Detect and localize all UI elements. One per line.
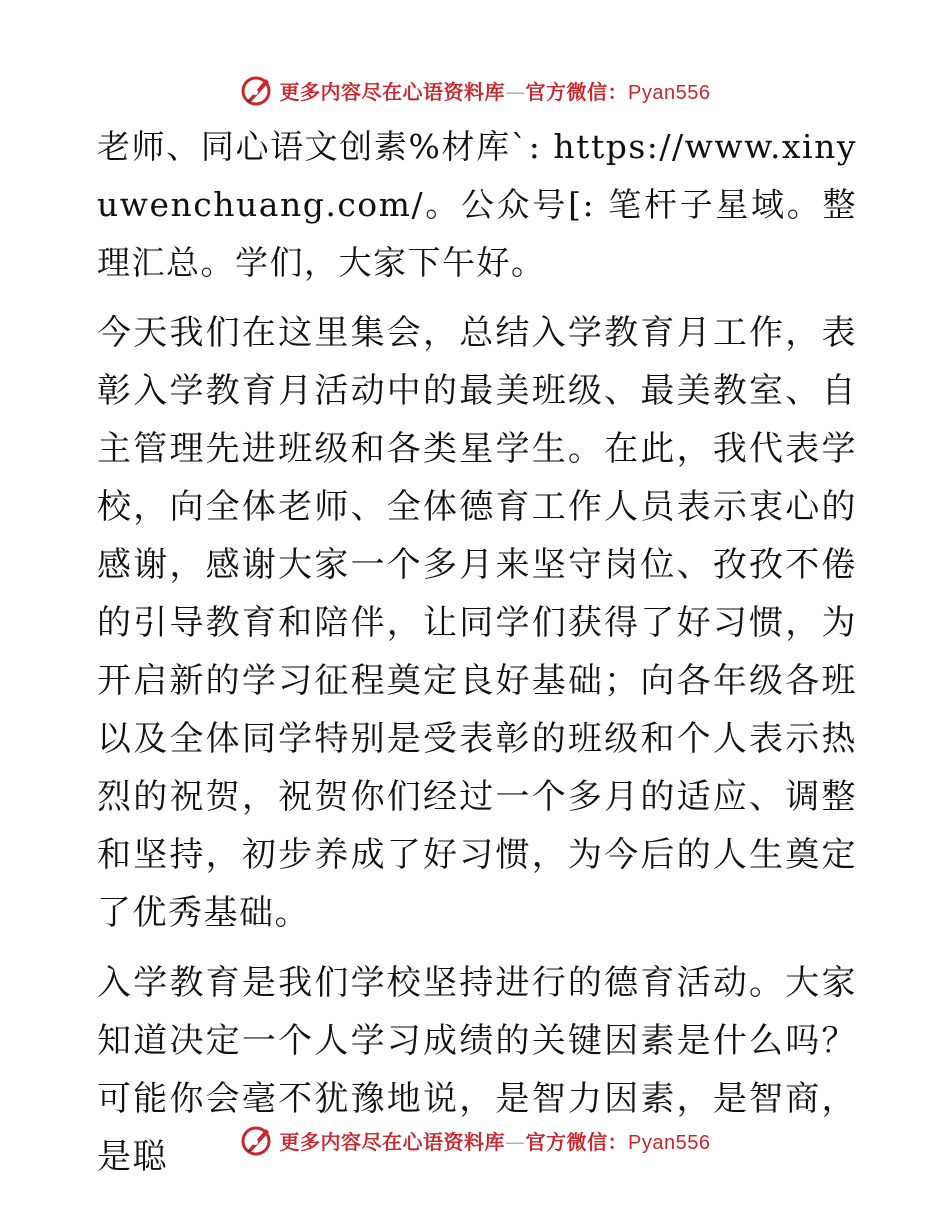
banner-text: 更多内容尽在心语资料库—官方微信：Pyan556 — [279, 79, 711, 104]
paragraph-2: 今天我们在这里集会，总结入学教育月工作，表彰入学教育月活动中的最美班级、最美教室、自主管理先进班级和各类星学生。在此，我代表学校，向全体老师、全体德育工作人员表示衷心的感谢，感谢大家一个多月来坚守岗位、孜孜不倦的引导教育和陪伴，让同学们获得了好习惯，为开启新的学习征程奠定良好基础；向各年级各班以及全体同学特别是受表彰的班级和个人表示热烈的祝贺，祝贺你们经过一个多月的适应、调整和坚持，初步养成了好习惯，为今后的人生奠定了优秀基础。 — [97, 313, 857, 933]
quill-logo-icon — [240, 1123, 274, 1157]
paragraph-3: 入学教育是我们学校坚持进行的德育活动。大家知道决定一个人学习成绩的关键因素是什么吗？可能你会毫不犹豫地说，是智力因素，是智商，是聪 — [97, 963, 857, 1177]
wechat-id: Pyan556 — [628, 1131, 711, 1154]
header-banner — [0, 70, 950, 110]
wechat-id: Pyan556 — [628, 81, 711, 104]
banner-text: 更多内容尽在心语资料库—官方微信：Pyan556 — [279, 1129, 711, 1154]
footer-banner — [0, 1120, 950, 1160]
paragraph-1: 老师、同心语文创素%材库`: https://www.xinyuwenchuang.com/。公众号[: 笔杆子星域。整理汇总。学们，大家下午好。 — [97, 127, 857, 282]
quill-logo-icon — [240, 73, 274, 107]
document-body — [97, 118, 857, 1198]
